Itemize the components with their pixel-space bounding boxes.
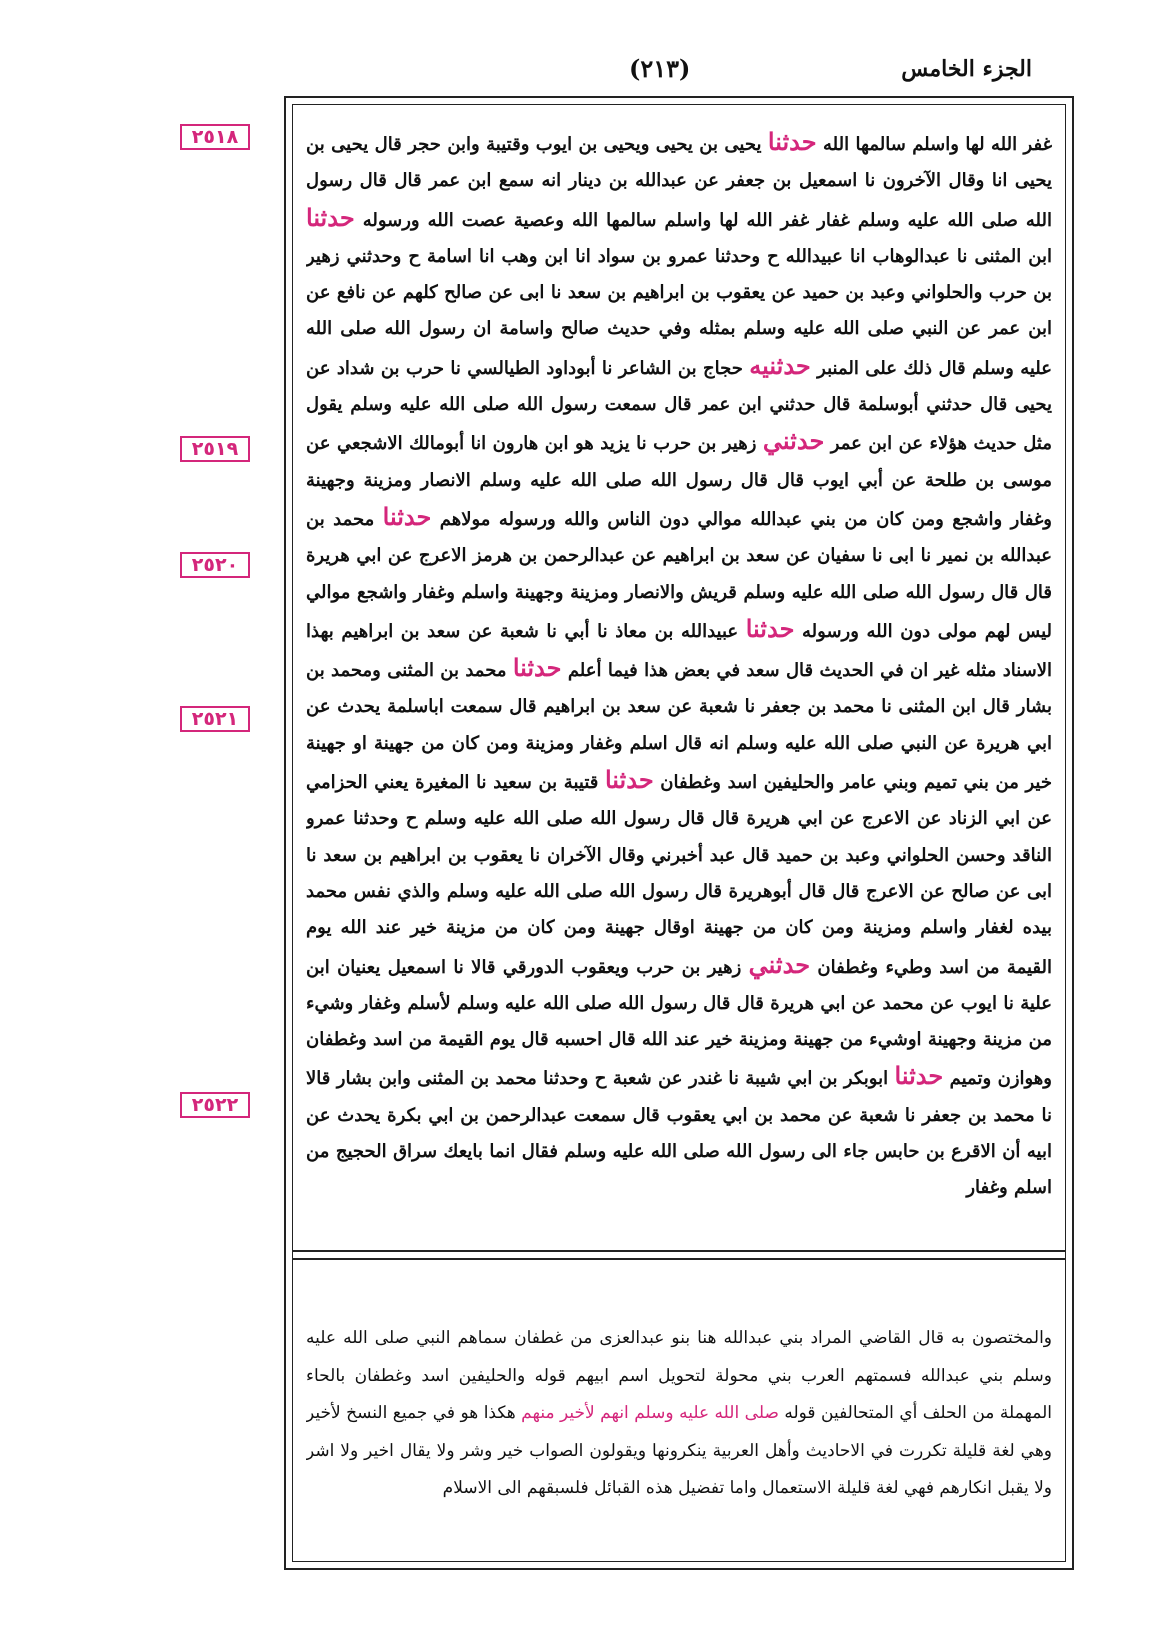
text-segment: محمد بن المثنى ومحمد بن بشار قال ابن المثنى نا محمد بن جعفر نا شعبة عن سعد بن ابراهيم قال سمعت اباسلمة يحدث عن ابي هريرة عن النبي صلى الله عليه وسلم انه قال اسلم وغفار ومزينة ومن كان من جهينة او جهينة خير من بني تميم وبني عامر والحليفين اسد وغطفان <box>306 660 1052 794</box>
commentary-notes <box>306 1320 1052 1556</box>
keyword-haddathana: حدثنا <box>767 127 817 156</box>
main-hadith-text <box>306 124 1052 1294</box>
text-segment: محمد بن عبدالله بن نمير نا ابى نا سفيان عن سعد بن ابراهيم عن عبدالرحمن بن هرمز الاعرج عن ابي هريرة قال قال رسول الله صلى الله عليه وسلم قريش والانصار ومزينة وجهينة واسلم وغفار واشجع موالي ليس لهم مولى دون الله ورسوله <box>306 508 1052 642</box>
text-segment: ابوبكر بن ابي شيبة نا غندر عن شعبة ح وحدثنا محمد بن المثنى وابن بشار قالا نا محمد بن جعفر نا شعبة عن محمد بن ابي يعقوب قال سمعت عبدالرحمن بن ابي بكرة يحدث عن ابيه أن الاقرع بن حابس جاء الى رسول الله صلى الله عليه وسلم فقال انما بايعك سراق الحجيج من اسلم وغفار <box>306 1068 1052 1199</box>
hadith-number-2519: ٢٥١٩ <box>180 436 250 462</box>
page-header <box>284 50 1074 90</box>
text-segment: حجاج بن الشاعر نا أبوداود الطيالسي نا حرب بن شداد عن يحيى قال حدثني أبوسلمة قال حدثني ابن عمر قال سمعت رسول الله صلى الله عليه وسلم يقول مثل حديث هؤلاء عن ابن عمر <box>306 357 1052 455</box>
notes-quoted-text: صلى الله عليه وسلم انهم لأخير منهم <box>521 1403 779 1423</box>
keyword-haddathana: حدثنا <box>745 613 795 643</box>
keyword-haddathana: حدثنا <box>512 653 562 683</box>
text-segment: غفر الله لها واسلم سالمها الله <box>816 134 1052 155</box>
keyword-haddathana: حدثنا <box>894 1061 944 1091</box>
hadith-number-2518: ٢٥١٨ <box>180 124 250 150</box>
text-segment: زهير بن حرب نا يزيد هو ابن هارون انا أبومالك الاشجعي عن موسى بن طلحة عن أبي ايوب قال قال رسول الله صلى الله عليه وسلم الانصار ومزينة وجهينة وغفار واشجع ومن كان من بني عبدالله موالي دون الناس والله ورسوله مولاهم <box>306 433 1052 530</box>
keyword-haddathana: حدثنا <box>306 202 355 232</box>
hadith-paragraph <box>306 124 1052 1207</box>
keyword-haddathani: حدثني <box>762 426 825 456</box>
keyword-haddathaneehi: حدثنيه <box>749 350 811 380</box>
keyword-haddathana: حدثنا <box>604 765 654 795</box>
text-segment: زهير بن حرب ويعقوب الدورقي قالا نا اسمعيل يعنيان ابن علية نا ايوب عن محمد عن ابي هريرة قال قال رسول الله صلى الله عليه وسلم لأسلم وغفار وشيء من مزينة وجهينة اوشيء من جهينة ومزينة خير عند الله قال احسبه قال يوم القيمة من اسد وغطفان وهوازن وتميم <box>306 956 1052 1090</box>
notes-segment: والمختصون به قال القاضي المراد بني عبدالله هنا بنو عبدالعزى من غطفان سماهم النبي صلى الله عليه وسلم بني عبدالله فسمتهم العرب بني محولة لتحويل اسم ابيهم قوله والحليفين اسد وغطفان بالحاء المهملة من الحلف أي المتحالفين قوله <box>306 1328 1052 1423</box>
keyword-haddathana: حدثنا <box>382 501 432 531</box>
page-number: (٢١٣) <box>629 54 691 83</box>
hadith-number-2520: ٢٥٢٠ <box>180 552 250 578</box>
text-segment: ابن المثنى نا عبدالوهاب انا عبيدالله ح وحدثنا عمرو بن سواد انا ابن وهب انا اسامة ح وحدثني زهير بن حرب والحلواني وعبد بن حميد عن يعقوب بن ابراهيم بن سعد نا ابى عن صالح كلهم عن نافع عن ابن عمر عن النبي صلى الله عليه وسلم بمثله وفي حديث صالح واسامة ان رسول الله صلى الله عليه وسلم قال ذلك على المنبر <box>306 245 1052 379</box>
hadith-number-2522: ٢٥٢٢ <box>180 1092 250 1118</box>
keyword-haddathani: حدثني <box>748 949 811 979</box>
notes-paragraph <box>306 1320 1052 1508</box>
notes-segment: هكذا هو في جميع النسخ لأخير وهي لغة قليلة تكررت في الاحاديث وأهل العربية ينكرونها ويقولون الصواب خير وشر ولا يقال اخير ولا اشر ولا يقبل انكارهم فهي لغة قليلة الاستعمال واما تفضيل هذه القبائل فلسبقهم الى الاسلام <box>306 1403 1052 1498</box>
part-title: الجزء الخامس <box>901 56 1032 82</box>
hadith-number-2521: ٢٥٢١ <box>180 706 250 732</box>
text-segment: عبيدالله بن معاذ نا أبي نا شعبة عن سعد بن ابراهيم بهذا الاسناد مثله غير ان في الحديث قال سعد في بعض هذا فيما أعلم <box>306 620 1052 682</box>
text-segment: يحيى بن يحيى ويحيى بن ايوب وقتيبة وابن حجر قال يحيى بن يحيى انا وقال الآخرون نا اسمعيل بن جعفر عن عبدالله بن دينار انه سمع ابن عمر قال قال رسول الله صلى الله عليه وسلم غفار غفر الله لها واسلم سالمها الله وعصية عصت الله ورسوله <box>306 134 1052 231</box>
text-segment: قتيبة بن سعيد نا المغيرة يعني الحزامي عن ابي الزناد عن الاعرج عن ابي هريرة قال قال رسول الله صلى الله عليه وسلم ح وحدثنا عمرو الناقد وحسن الحلواني وعبد بن حميد قال عبد أخبرني وقال الآخران نا يعقوب بن ابراهيم بن سعد نا ابى عن صالح عن الاعرج قال قال أبوهريرة قال رسول الله صلى الله عليه وسلم والذي نفس محمد بيده لغفار واسلم ومزينة ومن كان من جهينة اوقال جهينة ومن كان من مزينة خير عند الله يوم القيمة من اسد وطيء وغطفان <box>306 772 1052 978</box>
